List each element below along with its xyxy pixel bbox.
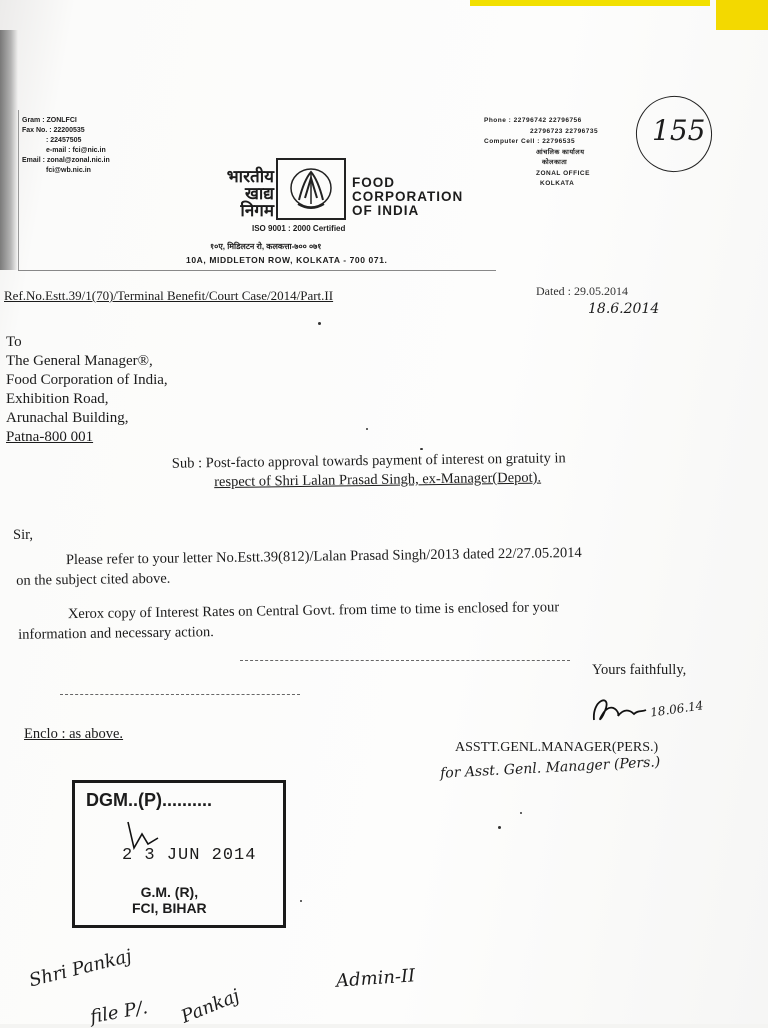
letterhead-contact-left — [22, 116, 110, 176]
paragraph-1 — [16, 541, 706, 591]
contact-line: Fax No. : 22200535 — [22, 127, 85, 134]
subject-line: respect of Shri Lalan Prasad Singh, ex-Manager(Depot). — [214, 469, 542, 491]
stamp-date: 2 3 JUN 2014 — [122, 846, 257, 865]
address-hindi: १०ए, मिडिलटन रो, कलकत्ता-७०० ०७१ — [210, 242, 322, 251]
binding-shadow — [0, 30, 18, 270]
scan-speck — [366, 428, 368, 430]
logo-hindi-name — [152, 168, 274, 219]
address-line: The General Manager®, — [6, 353, 153, 369]
designation: ASSTT.GENL.MANAGER(PERS.) — [455, 740, 659, 755]
scan-speck — [498, 826, 501, 829]
closing: Yours faithfully, — [592, 662, 687, 678]
address-english: 10A, MIDDLETON ROW, KOLKATA - 700 071. — [186, 255, 388, 265]
dated-label: Dated : 29.05.2014 — [536, 284, 628, 298]
yellow-tab-top — [470, 0, 710, 6]
logo-english-line: OF INDIA — [352, 203, 420, 218]
signature — [590, 690, 650, 737]
address-line: Exhibition Road, — [6, 391, 109, 407]
photocopy-artifact — [240, 660, 570, 661]
address-line: To — [6, 334, 22, 350]
address-line: Arunachal Building, — [6, 410, 129, 426]
logo-hindi-line: भारतीय — [226, 167, 274, 186]
paragraph-line: information and necessary action. — [18, 624, 214, 643]
stamp-title: DGM..(P).......... — [86, 790, 212, 810]
paragraph-line: Xerox copy of Interest Rates on Central Govt. from time to time is enclosed for your — [67, 599, 560, 623]
paragraph-line: on the subject cited above. — [16, 570, 171, 589]
iso-certification: ISO 9001 : 2000 Certified — [252, 224, 346, 233]
letterhead-bottom-rule — [18, 270, 496, 271]
designation-handwritten: for Asst. Genl. Manager (Pers.) — [439, 754, 661, 782]
paragraph-line: Please refer to your letter No.Estt.39(812)/Lalan Prasad Singh/2013 dated 22/27.05.2014 — [65, 544, 582, 569]
contact-line: आंचलिक कार्यालय — [536, 148, 585, 156]
handwritten-note: file P/. — [88, 997, 150, 1028]
scan-speck — [300, 900, 302, 902]
logo-hindi-line: खाद्य — [244, 184, 274, 203]
scan-speck — [420, 448, 423, 450]
scan-speck — [318, 322, 321, 325]
address-line: Patna-800 001 — [6, 429, 94, 445]
stamp-office-line: G.M. (R), — [140, 884, 199, 900]
handwritten-note: Shri Pankaj — [27, 945, 134, 992]
circled-number: 155 — [652, 114, 706, 147]
letterhead-left-rule — [18, 110, 19, 270]
contact-line: : 22457505 — [46, 137, 82, 144]
logo-english-name — [352, 176, 463, 218]
letterhead-contact-right — [484, 116, 598, 190]
yellow-tab-right — [716, 0, 768, 30]
reference-number: Ref.No.Estt.39/1(70)/Terminal Benefit/Court Case/2014/Part.II — [4, 288, 334, 303]
address-line: Food Corporation of India, — [6, 372, 168, 388]
stamp-office — [132, 884, 207, 916]
photocopy-artifact — [60, 694, 300, 695]
contact-line: कोलकाता — [542, 159, 568, 166]
signature-date: 18.06.14 — [649, 698, 705, 720]
contact-line: Computer Cell : 22796535 — [484, 138, 576, 145]
enclosure: Enclo : as above. — [24, 726, 124, 742]
contact-line: Phone : 22796742 22796756 — [484, 117, 582, 124]
salutation: Sir, — [13, 527, 33, 543]
contact-line: fci@wb.nic.in — [46, 167, 91, 174]
contact-line: Email : zonal@zonal.nic.in — [22, 157, 110, 164]
logo-english-line: FOOD — [352, 175, 395, 190]
contact-line: Gram : ZONLFCI — [22, 117, 77, 124]
stamp-office-line: FCI, BIHAR — [132, 900, 207, 916]
recipient-address — [6, 333, 168, 447]
contact-line: KOLKATA — [540, 180, 575, 187]
handwritten-note: Pankaj — [178, 985, 243, 1028]
logo-hindi-line: निगम — [240, 201, 274, 220]
subject — [172, 449, 566, 492]
contact-line: 22796723 22796735 — [530, 127, 599, 135]
contact-line: ZONAL OFFICE — [536, 169, 590, 177]
handwritten-note: Admin-II — [335, 965, 416, 992]
subject-line: Sub : Post-facto approval towards payment of interest on gratuity in — [171, 450, 566, 472]
paragraph-2 — [18, 595, 710, 645]
handwritten-date: 18.6.2014 — [588, 301, 660, 317]
contact-line: e-mail : fci@nic.in — [46, 147, 106, 154]
fci-emblem-icon — [276, 158, 346, 220]
scan-speck — [520, 812, 522, 814]
logo-english-line: CORPORATION — [352, 189, 464, 204]
